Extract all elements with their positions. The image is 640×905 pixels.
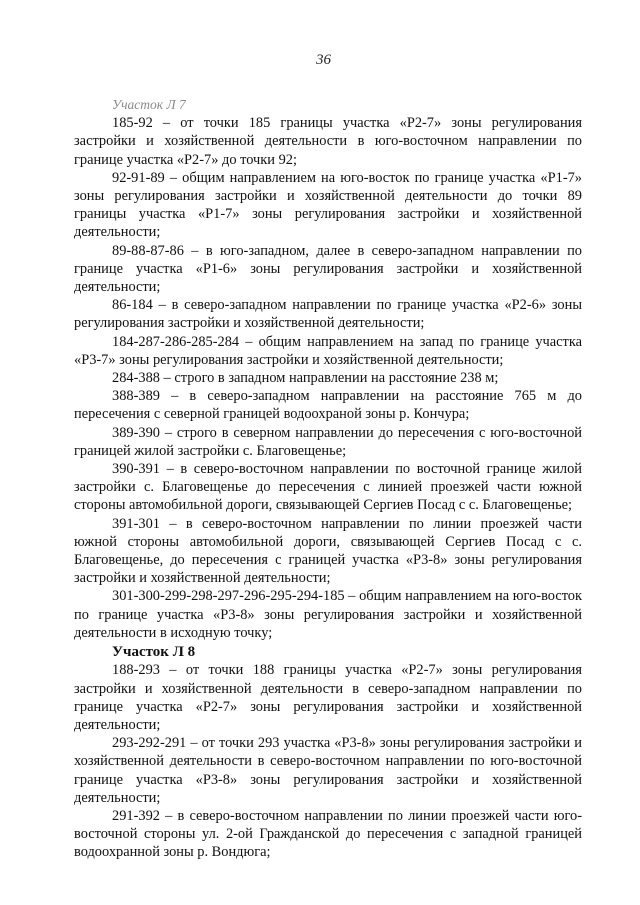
paragraph: 389-390 – строго в северном направлении до пересечения с юго-восточной границей жилой застройки с. Благовещенье;	[74, 424, 582, 459]
paragraph: 184-287-286-285-284 – общим направлением на запад по границе участка «Р3-7» зоны регулирования застройки и хозяйственной деятельности;	[74, 333, 582, 368]
paragraph: 89-88-87-86 – в юго-западном, далее в северо-западном направлении по границе участка «Р1-6» зоны регулирования застройки и хозяйственной деятельности;	[74, 242, 582, 296]
paragraph: 291-392 – в северо-восточном направлении по линии проезжей части юго-восточной стороны ул. 2-ой Гражданской до пересечения с западной границей водоохранной зоны р. Вондюга;	[74, 807, 582, 861]
paragraph: 391-301 – в северо-восточном направлении по линии проезжей части южной стороны автомобильной дороги, связывающей Сергиев Посад с с. Благовещенье, до пересечения с границей участка «Р3-8» зоны регулирования застройки и хозяйственной деятельности;	[74, 515, 582, 587]
section-heading-l7: Участок Л 7	[112, 97, 186, 112]
document-body	[74, 96, 582, 862]
paragraph: 86-184 – в северо-западном направлении по границе участка «Р2-6» зоны регулирования застройки и хозяйственной деятельности;	[74, 297, 582, 332]
page-number: 36	[316, 52, 331, 68]
paragraph: 390-391 – в северо-восточном направлении по восточной границе жилой застройки с. Благовещенье до пересечения с линией проезжей части южной стороны автомобильной дороги, связывающей Сергиев Посад с с. Благовещенье;	[74, 461, 582, 514]
paragraph: 284-388 – строго в западном направлении на расстояние 238 м;	[112, 370, 499, 387]
paragraph: 293-292-291 – от точки 293 участка «Р3-8» зоны регулирования застройки и хозяйственной деятельности в северо-восточном направлении по юго-восточной границе участка «Р3-8» зоны регулирования застройки и хозяйственной деятельности;	[74, 735, 582, 806]
paragraph: 185-92 – от точки 185 границы участка «Р2-7» зоны регулирования застройки и хозяйственной деятельности в юго-восточном направлении по границе участка «Р2-7» до точки 92;	[74, 115, 582, 168]
section-heading-l8: Участок Л 8	[112, 644, 196, 661]
paragraph: 388-389 – в северо-западном направлении на расстояние 765 м до пересечения с северной границей водоохраной зоны р. Кончура;	[74, 388, 582, 423]
paragraph: 188-293 – от точки 188 границы участка «Р2-7» зоны регулирования застройки и хозяйственной деятельности в северо-западном направлении по границе участка «Р2-7» зоны регулирования застройки и хозяйственной деятельности;	[74, 662, 582, 733]
paragraph: 301-300-299-298-297-296-295-294-185 – общим направлением на юго-восток по границе участка «Р3-8» зоны регулирования застройки и хозяйственной деятельности в исходную точку;	[74, 588, 582, 641]
paragraph: 92-91-89 – общим направлением на юго-восток по границе участка «Р1-7» зоны регулирования застройки и хозяйственной деятельности до точки 89 границы участка «Р1-7» зоны регулирования застройки и хозяйственной деятельности;	[74, 169, 582, 241]
